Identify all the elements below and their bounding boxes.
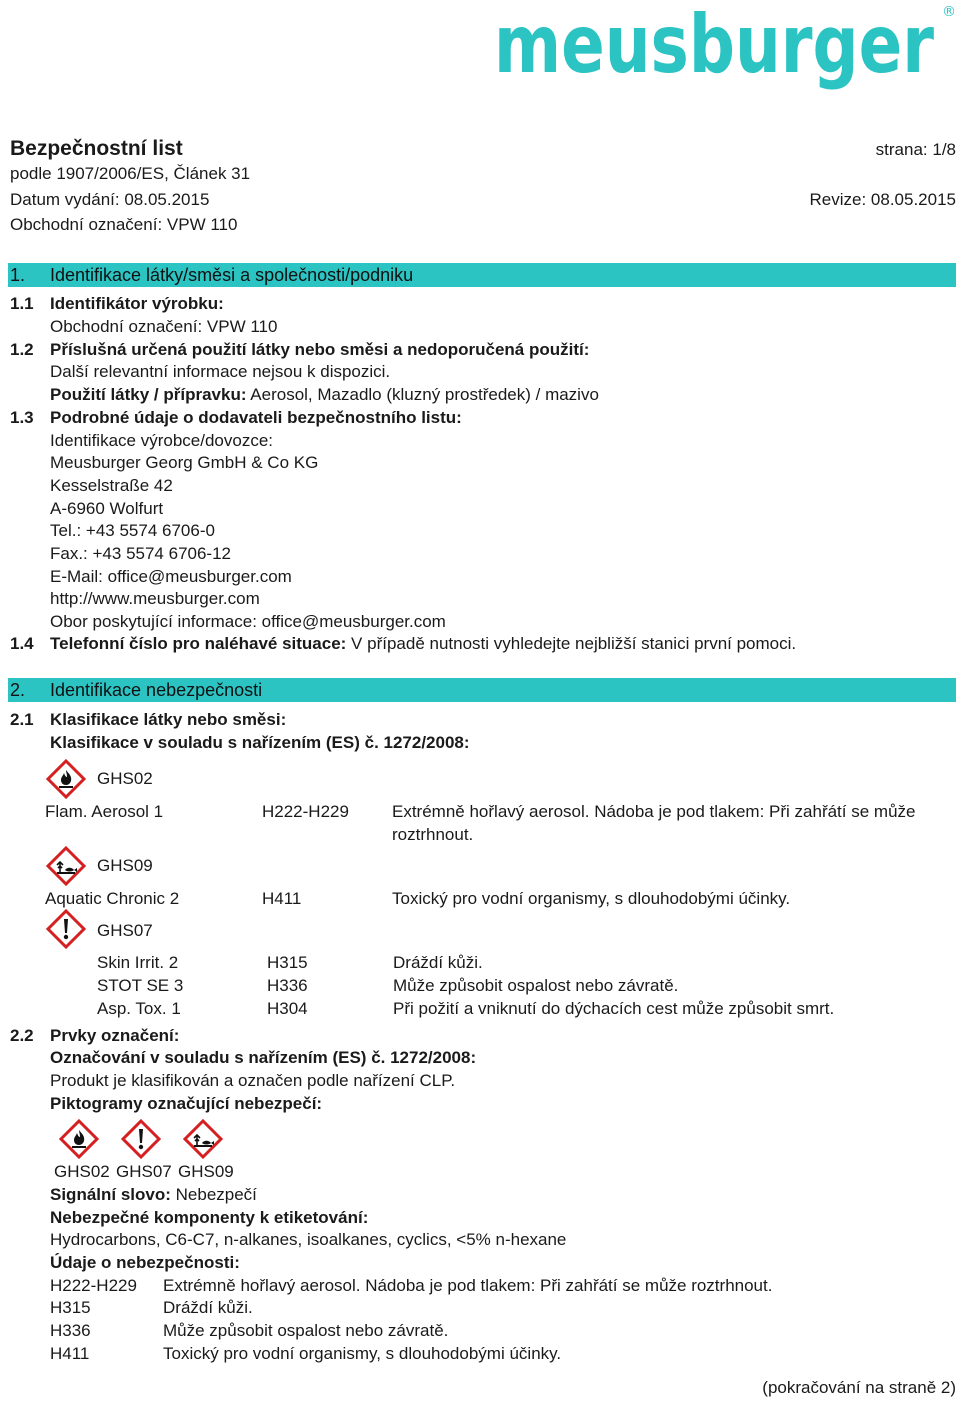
hazard-text: Může způsobit ospalost nebo závratě.	[163, 1321, 449, 1340]
hazard-code: H411	[50, 1344, 90, 1363]
s12-use	[50, 385, 599, 405]
header-trade-name: Obchodní označení: VPW 110	[10, 215, 238, 234]
hazard-code: H315	[50, 1298, 91, 1317]
supplier-line: Tel.: +43 5574 6706-0	[50, 521, 215, 540]
ghs09-text: Toxický pro vodní organismy, s dlouhodobými účinky.	[392, 889, 791, 908]
ghs02-class: Flam. Aerosol 1	[45, 802, 164, 821]
hazard-label: Údaje o nebezpečnosti:	[50, 1253, 240, 1272]
s13-number: 1.3	[10, 408, 34, 427]
continued-note: (pokračování na straně 2)	[762, 1378, 956, 1397]
s22-clp: Produkt je klasifikován a označen podle nařízení CLP.	[50, 1071, 456, 1090]
s14-label: Telefonní číslo pro naléhavé situace:	[50, 634, 347, 653]
supplier-line: Kesselstraße 42	[50, 476, 173, 495]
s22-sub: Označování v souladu s nařízením (ES) č. 1272/2008:	[50, 1048, 477, 1067]
hazard-text: Toxický pro vodní organismy, s dlouhodobými účinky.	[163, 1344, 562, 1363]
section-2-bar	[8, 678, 956, 702]
s21-sub: Klasifikace v souladu s nařízením (ES) č. 1272/2008:	[50, 733, 470, 752]
signal-word-line	[50, 1185, 257, 1205]
supplier-line: http://www.meusburger.com	[50, 589, 260, 608]
ghs07-code: GHS07	[97, 921, 153, 940]
s22-label: Prvky označení:	[50, 1026, 180, 1045]
signal-word-value: Nebezpečí	[170, 1185, 257, 1204]
ghs07-h: H304	[267, 999, 308, 1018]
ghs07-class: STOT SE 3	[97, 976, 184, 995]
s14-value: V případě nutnosti vyhledejte nejbližší stanici první pomoci.	[346, 634, 797, 653]
ghs07-h: H315	[267, 953, 308, 972]
ghs07-text: Může způsobit ospalost nebo závratě.	[393, 976, 679, 995]
exclamation-icon	[121, 1119, 161, 1159]
s12-use-label: Použití látky / přípravku:	[50, 385, 247, 404]
s12-label: Příslušná určená použití látky nebo směsi a nedoporučená použití:	[50, 340, 590, 359]
regulation: podle 1907/2006/ES, Článek 31	[10, 164, 251, 183]
s12-number: 1.2	[10, 340, 34, 359]
supplier-line: Identifikace výrobce/dovozce:	[50, 431, 274, 450]
exclamation-icon	[46, 909, 86, 949]
section-2-title: Identifikace nebezpečnosti	[50, 680, 263, 700]
s13-label: Podrobné údaje o dodavateli bezpečnostního listu:	[50, 408, 462, 427]
environment-icon	[46, 846, 86, 886]
environment-icon	[183, 1119, 223, 1159]
ghs02-text: Extrémně hořlavý aerosol. Nádoba je pod tlakem: Při zahřátí se může	[392, 802, 916, 821]
revision-date: Revize: 08.05.2015	[809, 190, 956, 209]
supplier-line: Meusburger Georg GmbH & Co KG	[50, 453, 319, 472]
ghs07-class: Skin Irrit. 2	[97, 953, 179, 972]
logo-wordmark: meusburger	[494, 0, 935, 91]
hazard-text: Extrémně hořlavý aerosol. Nádoba je pod tlakem: Při zahřátí se může roztrhnout.	[163, 1276, 773, 1295]
s14-number: 1.4	[10, 634, 34, 653]
supplier-line: Fax.: +43 5574 6706-12	[50, 544, 231, 563]
section-1-number: 1.	[10, 265, 26, 285]
hazard-code: H222-H229	[50, 1276, 137, 1295]
ghs09-class: Aquatic Chronic 2	[45, 889, 180, 908]
supplier-line: E-Mail: office@meusburger.com	[50, 567, 292, 586]
s21-number: 2.1	[10, 710, 34, 729]
flame-icon	[59, 1119, 99, 1159]
pictogram-label: GHS07	[116, 1162, 172, 1181]
registered-mark: ®	[942, 4, 956, 20]
section-2-number: 2.	[10, 680, 26, 700]
components-value: Hydrocarbons, C6-C7, n-alkanes, isoalkanes, cyclics, <5% n-hexane	[50, 1230, 567, 1249]
pictogram-label: GHS02	[54, 1162, 110, 1181]
s22-number: 2.2	[10, 1026, 34, 1045]
ghs07-class: Asp. Tox. 1	[97, 999, 181, 1018]
meusburger-logo	[490, 0, 960, 92]
ghs09-code: GHS09	[97, 856, 153, 875]
supplier-line: A-6960 Wolfurt	[50, 499, 164, 518]
s11-trade-name: Obchodní označení: VPW 110	[50, 317, 278, 336]
s12-use-value: Aerosol, Mazadlo (kluzný prostředek) / mazivo	[246, 385, 599, 404]
hazard-code: H336	[50, 1321, 91, 1340]
s11-label: Identifikátor výrobku:	[50, 294, 224, 313]
s21-label: Klasifikace látky nebo směsi:	[50, 710, 287, 729]
page-number: strana: 1/8	[875, 140, 956, 159]
issue-date: Datum vydání: 08.05.2015	[10, 190, 210, 209]
s14-line	[50, 634, 796, 654]
s22-pict-label: Piktogramy označující nebezpečí:	[50, 1094, 323, 1113]
ghs07-text: Dráždí kůži.	[393, 953, 483, 972]
s12-info: Další relevantní informace nejsou k dispozici.	[50, 362, 391, 381]
ghs02-text-cont: roztrhnout.	[392, 825, 474, 844]
components-label: Nebezpečné komponenty k etiketování:	[50, 1208, 369, 1227]
ghs09-h: H411	[262, 889, 302, 908]
section-1-title: Identifikace látky/směsi a společnosti/podniku	[50, 265, 414, 285]
section-1-bar	[8, 263, 956, 287]
flame-icon	[46, 759, 86, 799]
signal-word-label: Signální slovo:	[50, 1185, 171, 1204]
ghs02-code: GHS02	[97, 769, 153, 788]
ghs07-h: H336	[267, 976, 308, 995]
document-title: Bezpečnostní list	[10, 137, 183, 160]
ghs02-h: H222-H229	[262, 802, 349, 821]
pictogram-label: GHS09	[178, 1162, 234, 1181]
s11-number: 1.1	[10, 294, 34, 313]
ghs07-text: Při požití a vniknutí do dýchacích cest může způsobit smrt.	[393, 999, 835, 1018]
hazard-text: Dráždí kůži.	[163, 1298, 253, 1317]
supplier-line: Obor poskytující informace: office@meusburger.com	[50, 612, 446, 631]
